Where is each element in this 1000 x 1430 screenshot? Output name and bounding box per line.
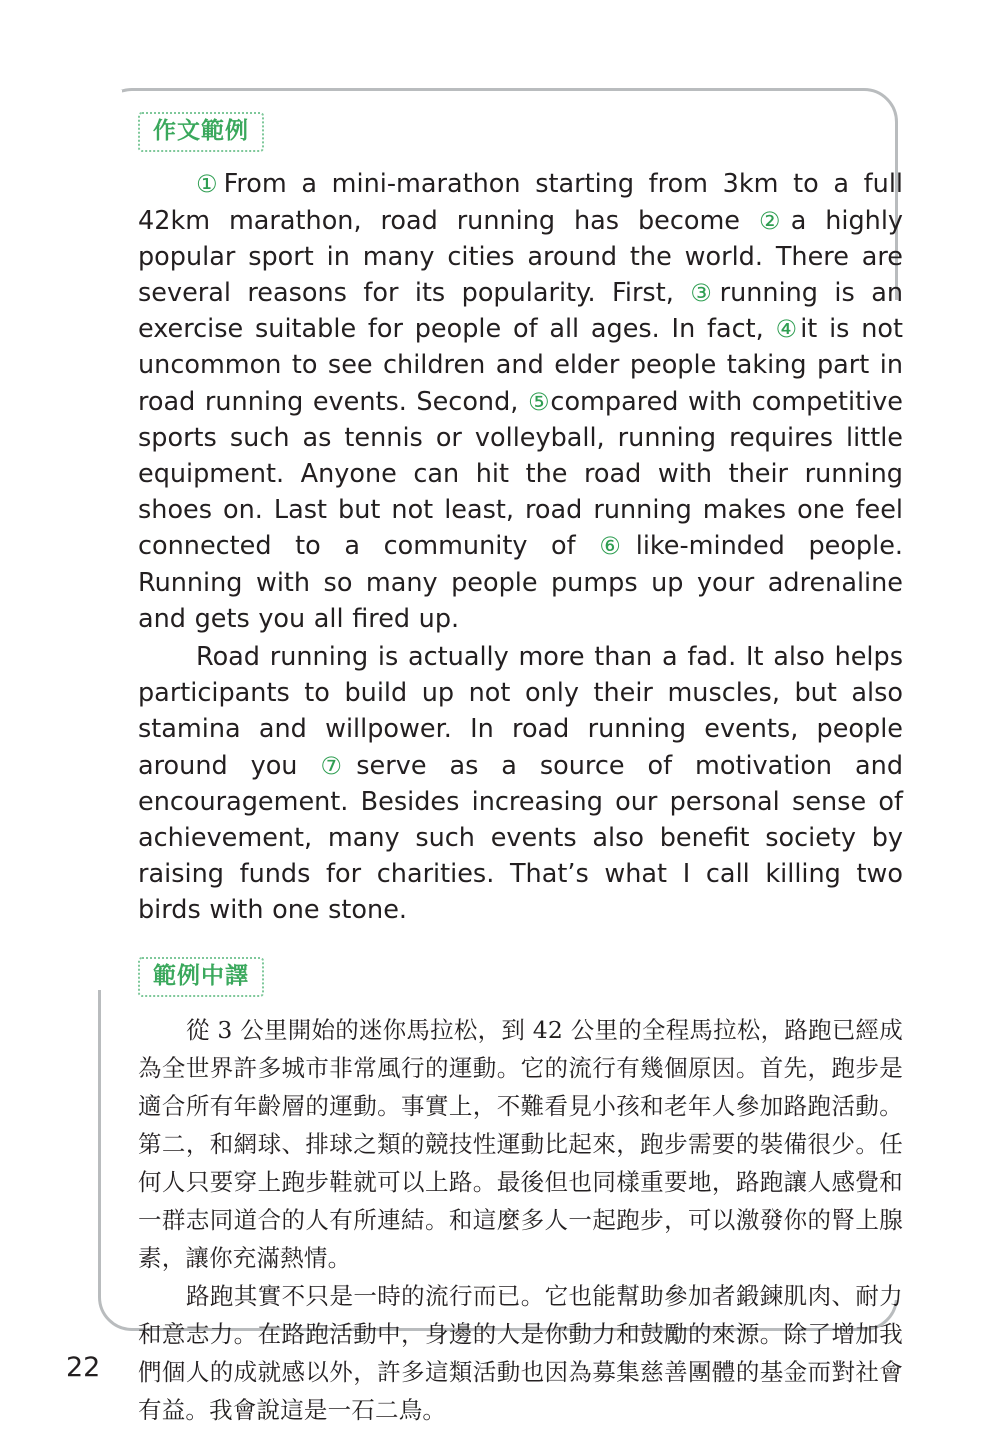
english-text-1: From a mini-marathon starting from 3km to a full 42km marathon, road running has become: [138, 169, 903, 236]
english-text-7: Road running is actually more than a fad. It also helps participants to build up not only their muscles, but also stamina and willpower. In road running events, people around you: [138, 641, 903, 781]
marker-6: ⑥: [599, 532, 636, 561]
marker-7: ⑦: [320, 751, 357, 780]
marker-3: ③: [690, 278, 720, 307]
english-text-4: it is not uncommon to see children and elder people taking part in road running events. Second,: [138, 314, 903, 417]
chinese-paragraph-1: 從 3 公里開始的迷你馬拉松，到 42 公里的全程馬拉松，路跑已經成為全世界許多城市非常風行的運動。它的流行有幾個原因。首先，跑步是適合所有年齡層的運動。事實上，不難看見小孩和老年人參加路跑活動。第二，和網球、排球之類的競技性運動比起來，跑步需要的裝備很少。任何人只要穿上跑步鞋就可以上路。最後但也同樣重要地，路跑讓人感覺和一群志同道合的人有所連結。和這麼多人一起跑步，可以激發你的腎上腺素，讓你充滿熱情。: [138, 1015, 903, 1273]
page-number: 22: [66, 1352, 101, 1383]
translation-heading: 範例中譯: [138, 957, 264, 997]
marker-4: ④: [775, 315, 801, 344]
translation-heading-wrap: [138, 957, 903, 997]
section-spacer: [138, 931, 903, 957]
frame-gap-left: [92, 90, 122, 990]
english-text-8: serve as a source of motivation and encouragement. Besides increasing our personal sense of achievement, many such events also benefit society by raising funds for charities. That’s what I call killing two birds with one stone.: [138, 750, 904, 926]
chinese-translation-block: [138, 1011, 903, 1430]
english-text-3: running is an exercise suitable for people of all ages. In fact,: [138, 277, 904, 345]
chinese-paragraph-2: 路跑其實不只是一時的流行而已。它也能幫助參加者鍛鍊肌肉、耐力和意志力。在路跑活動中，身邊的人是你動力和鼓勵的來源。除了增加我們個人的成就感以外，許多這類活動也因為募集慈善團體的基金而對社會有益。我會說這是一石二鳥。: [138, 1282, 903, 1425]
page-content: [138, 112, 903, 1430]
english-paragraph-2: [138, 639, 903, 929]
essay-sample-heading-wrap: [138, 112, 903, 152]
english-text-5: compared with competitive sports such as tennis or volleyball, running requires little equipment. Anyone can hit the road with their running shoes on. Last but not least, road running makes one feel connected to a community of: [138, 386, 903, 562]
english-text-6: like-minded people. Running with so many people pumps up your adrenaline and gets you all fired up.: [138, 531, 903, 634]
english-paragraph-1: [138, 166, 903, 637]
marker-5: ⑤: [527, 387, 551, 416]
marker-1: ①: [196, 170, 224, 199]
essay-sample-heading: 作文範例: [138, 112, 264, 152]
english-text-2: a highly popular sport in many cities around the world. There are several reasons for its popularity. First,: [138, 205, 903, 308]
marker-2: ②: [758, 206, 791, 235]
